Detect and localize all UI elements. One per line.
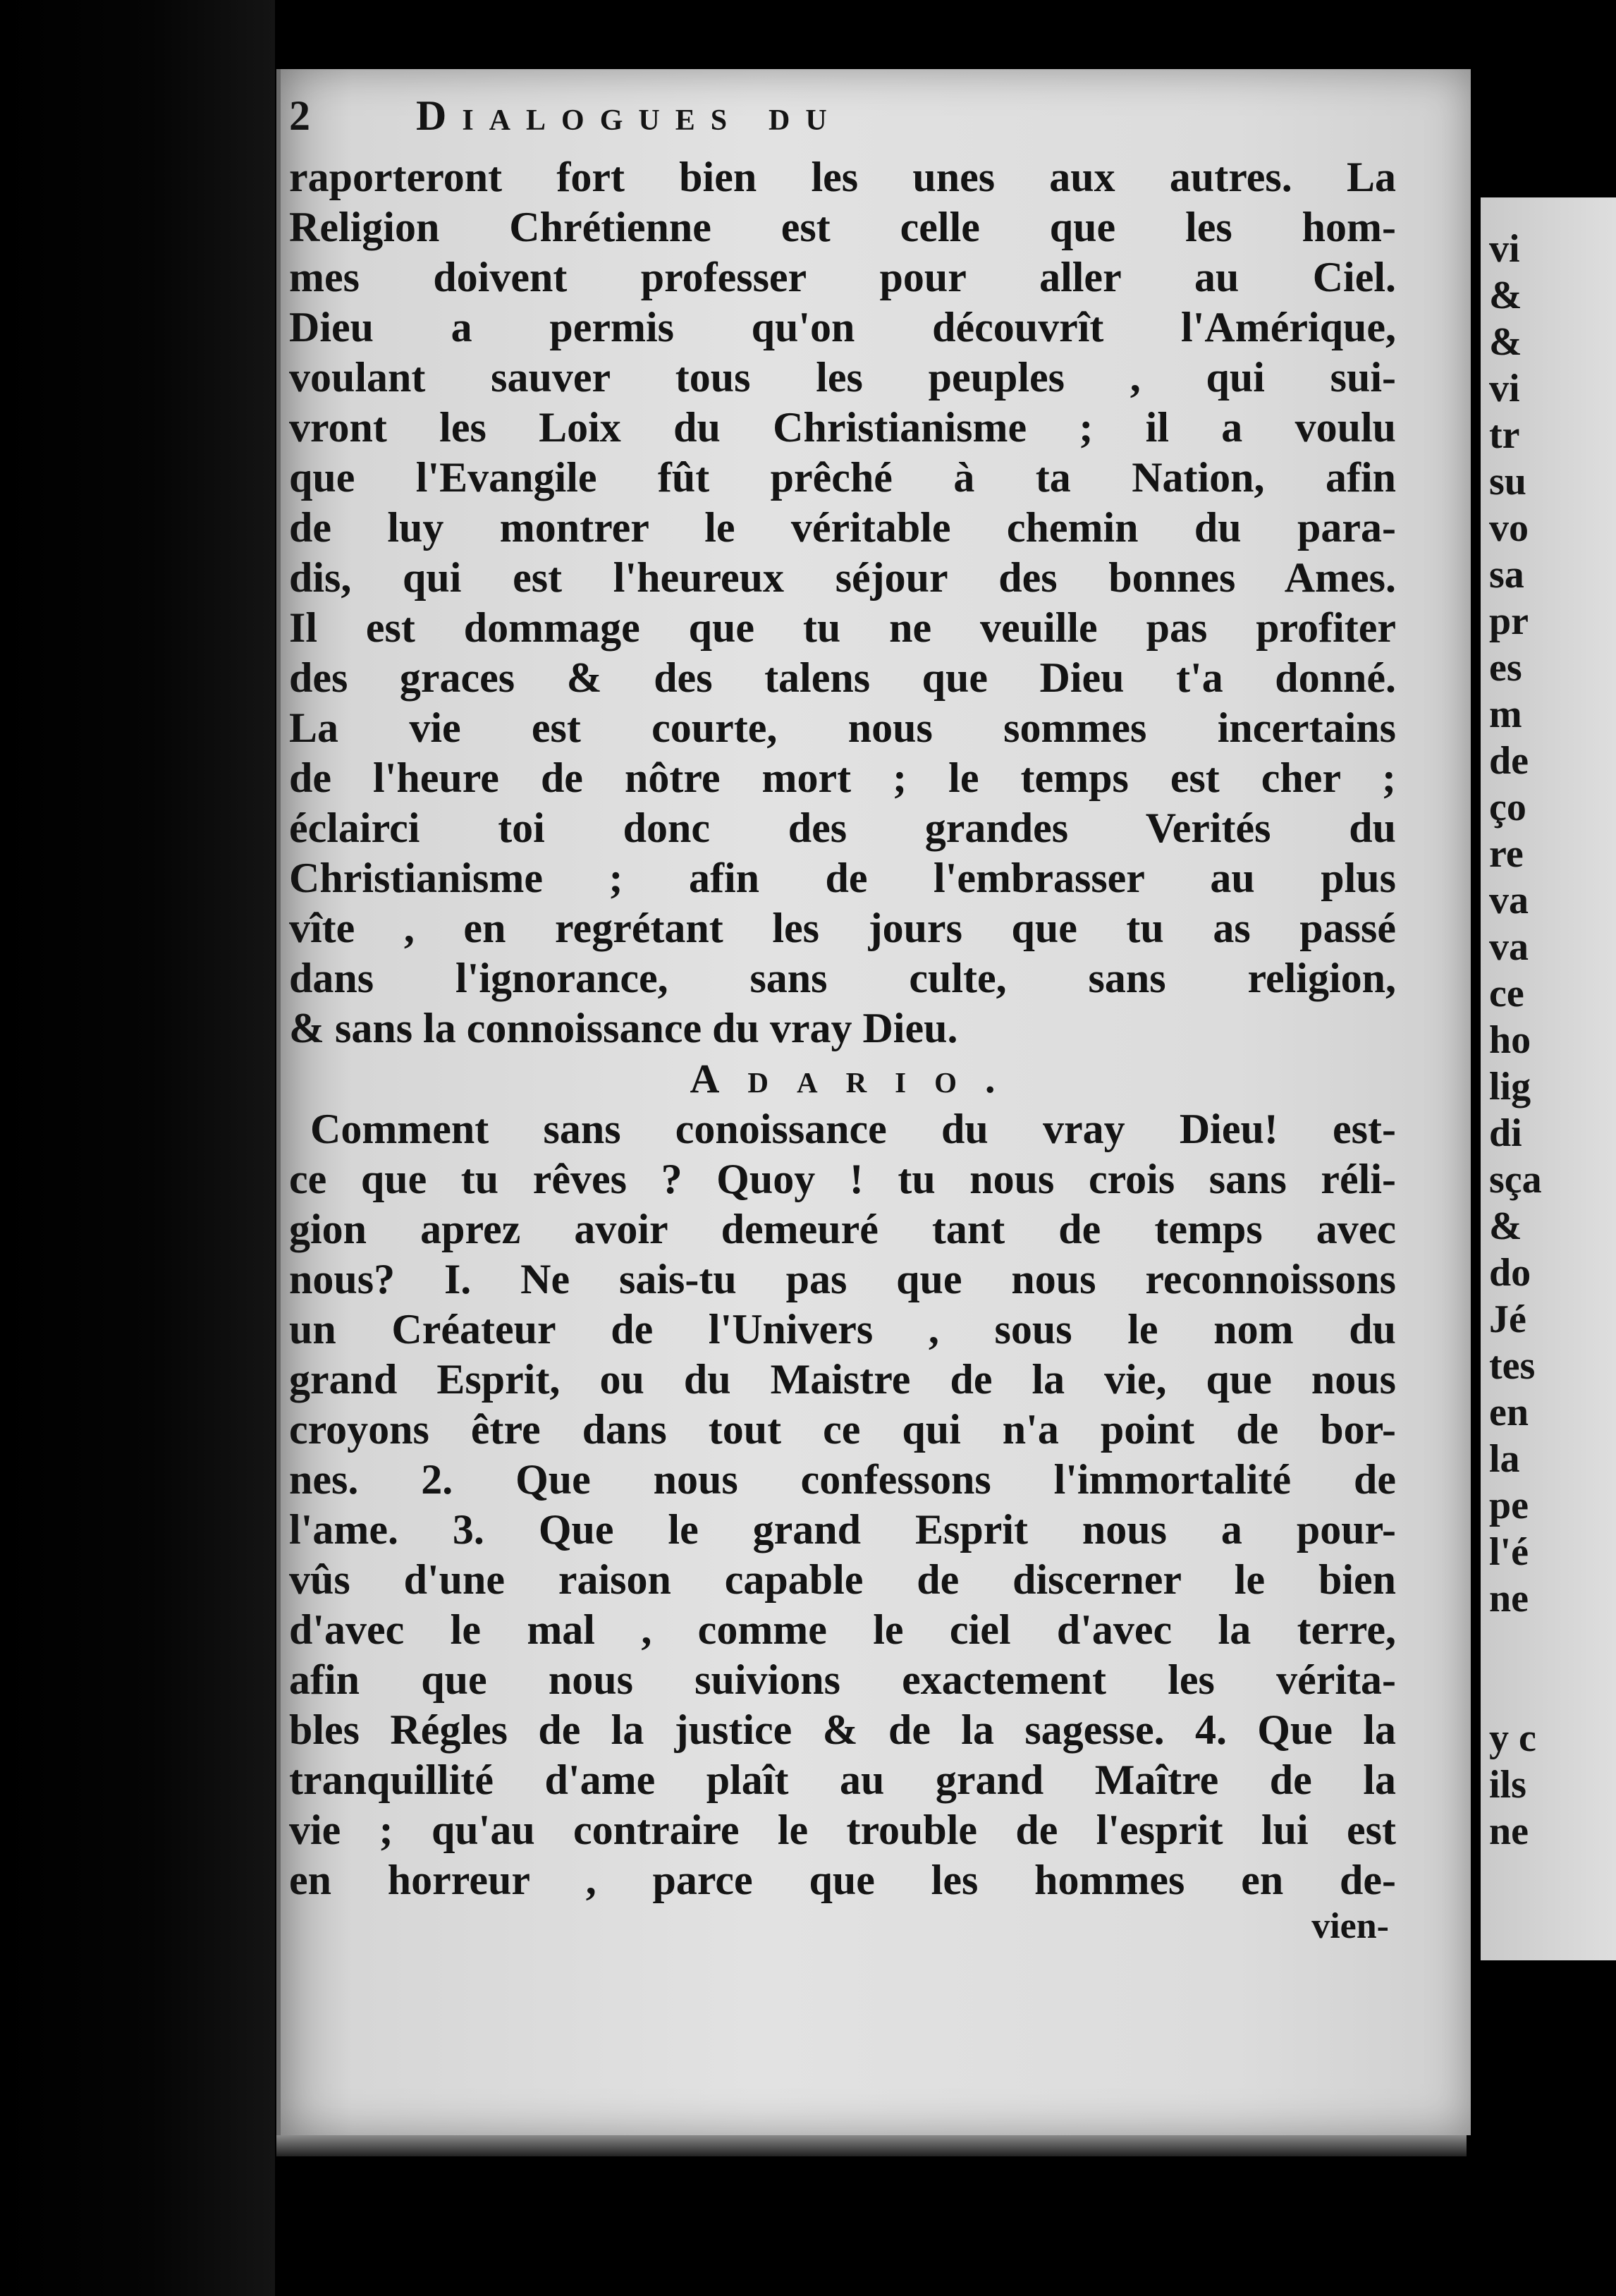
text-line: Christianisme ; afin de l'embrasser au plus bbox=[289, 855, 1396, 901]
facing-fragment: m bbox=[1489, 692, 1522, 736]
binding-gutter bbox=[0, 0, 275, 2296]
facing-fragment bbox=[1489, 1668, 1616, 1715]
facing-fragment: de bbox=[1489, 739, 1529, 783]
text-line: bles Régles de la justice & de la sagesse. 4. Que la bbox=[289, 1706, 1396, 1753]
facing-fragment: & bbox=[1489, 274, 1522, 317]
text-line: nous? I. Ne sais-tu pas que nous reconnoissons bbox=[289, 1256, 1396, 1302]
text-line: vîte , en regrétant les jours que tu as passé bbox=[289, 905, 1396, 951]
text-line: Comment sans conoissance du vray Dieu! est- bbox=[310, 1106, 1396, 1152]
text-line: ce que tu rêves ? Quoy ! tu nous crois sans réli- bbox=[289, 1156, 1396, 1202]
facing-fragment bbox=[1489, 1622, 1616, 1668]
facing-fragment: ço bbox=[1489, 786, 1526, 829]
text-line: & sans la connoissance du vray Dieu. bbox=[289, 1005, 958, 1051]
text-line: de luy montrer le véritable chemin du para- bbox=[289, 504, 1396, 551]
facing-page-text bbox=[1489, 226, 1616, 1855]
facing-fragment: ne bbox=[1489, 1577, 1529, 1620]
paragraph-1 bbox=[289, 152, 1396, 1054]
text-line: en horreur , parce que les hommes en de- bbox=[289, 1857, 1396, 1903]
facing-fragment: tr bbox=[1489, 413, 1520, 457]
text-line: d'avec le mal , comme le ciel d'avec la terre, bbox=[289, 1606, 1396, 1653]
facing-fragment: ils bbox=[1489, 1763, 1526, 1807]
facing-fragment: sa bbox=[1489, 553, 1524, 597]
facing-fragment: vo bbox=[1489, 506, 1529, 550]
facing-fragment: re bbox=[1489, 832, 1524, 876]
facing-fragment: ce bbox=[1489, 972, 1524, 1015]
text-line: des graces & des talens que Dieu t'a donné. bbox=[289, 654, 1396, 701]
facing-fragment: lig bbox=[1489, 1065, 1531, 1109]
text-line: mes doivent professer pour aller au Ciel. bbox=[289, 254, 1396, 300]
text-line: Religion Chrétienne est celle que les hom- bbox=[289, 204, 1396, 250]
facing-fragment: ho bbox=[1489, 1018, 1531, 1062]
facing-fragment: ne bbox=[1489, 1809, 1529, 1853]
text-line: nes. 2. Que nous confessons l'immortalité de bbox=[289, 1456, 1396, 1503]
facing-fragment: es bbox=[1489, 646, 1522, 690]
text-line: gion aprez avoir demeuré tant de temps avec bbox=[289, 1206, 1396, 1252]
text-line: vront les Loix du Christianisme ; il a voulu bbox=[289, 404, 1396, 451]
text-line: vûs d'une raison capable de discerner le bien bbox=[289, 1556, 1396, 1603]
speaker-heading: Adario. bbox=[690, 1056, 1024, 1101]
text-line: tranquillité d'ame plaît au grand Maître de la bbox=[289, 1757, 1396, 1803]
facing-fragment: & bbox=[1489, 320, 1522, 364]
running-head bbox=[289, 92, 1396, 152]
facing-fragment: l'é bbox=[1489, 1530, 1529, 1574]
catchword: vien- bbox=[1311, 1906, 1389, 1946]
facing-fragment: pe bbox=[1489, 1484, 1529, 1527]
facing-fragment: y c bbox=[1489, 1716, 1536, 1760]
text-line: voulant sauver tous les peuples , qui sui- bbox=[289, 354, 1396, 401]
text-line: croyons être dans tout ce qui n'a point de bor- bbox=[289, 1406, 1396, 1453]
text-line: vie ; qu'au contraire le trouble de l'esprit lui est bbox=[289, 1807, 1396, 1853]
text-line: de l'heure de nôtre mort ; le temps est cher ; bbox=[289, 755, 1396, 801]
text-line: raporteront fort bien les unes aux autres. La bbox=[289, 154, 1396, 200]
facing-fragment: tes bbox=[1489, 1344, 1536, 1388]
text-line: afin que nous suivions exactement les vérita- bbox=[289, 1656, 1396, 1703]
text-line: que l'Evangile fût prêché à ta Nation, afin bbox=[289, 454, 1396, 501]
text-line: La vie est courte, nous sommes incertains bbox=[289, 704, 1396, 751]
facing-fragment: va bbox=[1489, 925, 1529, 969]
facing-fragment: sça bbox=[1489, 1158, 1542, 1202]
text-line: un Créateur de l'Univers , sous le nom du bbox=[289, 1306, 1396, 1352]
text-line: dans l'ignorance, sans culte, sans religion, bbox=[289, 955, 1396, 1001]
facing-fragment: vi bbox=[1489, 227, 1520, 271]
facing-fragment: su bbox=[1489, 460, 1526, 503]
facing-fragment: la bbox=[1489, 1437, 1520, 1481]
text-line: Il est dommage que tu ne veuille pas profiter bbox=[289, 604, 1396, 651]
text-line: dis, qui est l'heureux séjour des bonnes Ames. bbox=[289, 554, 1396, 601]
facing-fragment: do bbox=[1489, 1251, 1531, 1295]
facing-fragment: vi bbox=[1489, 367, 1520, 410]
paragraph-2 bbox=[289, 1104, 1396, 1905]
facing-fragment: di bbox=[1489, 1111, 1522, 1155]
page-text bbox=[289, 92, 1396, 1948]
page-bottom-edge bbox=[276, 2135, 1467, 2156]
text-line: grand Esprit, ou du Maistre de la vie, que nous bbox=[289, 1356, 1396, 1403]
facing-fragment: & bbox=[1489, 1204, 1522, 1248]
text-line: éclairci toi donc des grandes Verités du bbox=[289, 805, 1396, 851]
facing-fragment: Jé bbox=[1489, 1297, 1526, 1341]
page-number: 2 bbox=[289, 92, 310, 139]
facing-fragment: va bbox=[1489, 879, 1529, 922]
facing-fragment: pr bbox=[1489, 599, 1529, 643]
text-line: l'ame. 3. Que le grand Esprit nous a pour- bbox=[289, 1506, 1396, 1553]
text-line: Dieu a permis qu'on découvrît l'Amérique, bbox=[289, 304, 1396, 350]
running-title: Dialogues du bbox=[416, 92, 843, 139]
facing-fragment: en bbox=[1489, 1391, 1529, 1434]
